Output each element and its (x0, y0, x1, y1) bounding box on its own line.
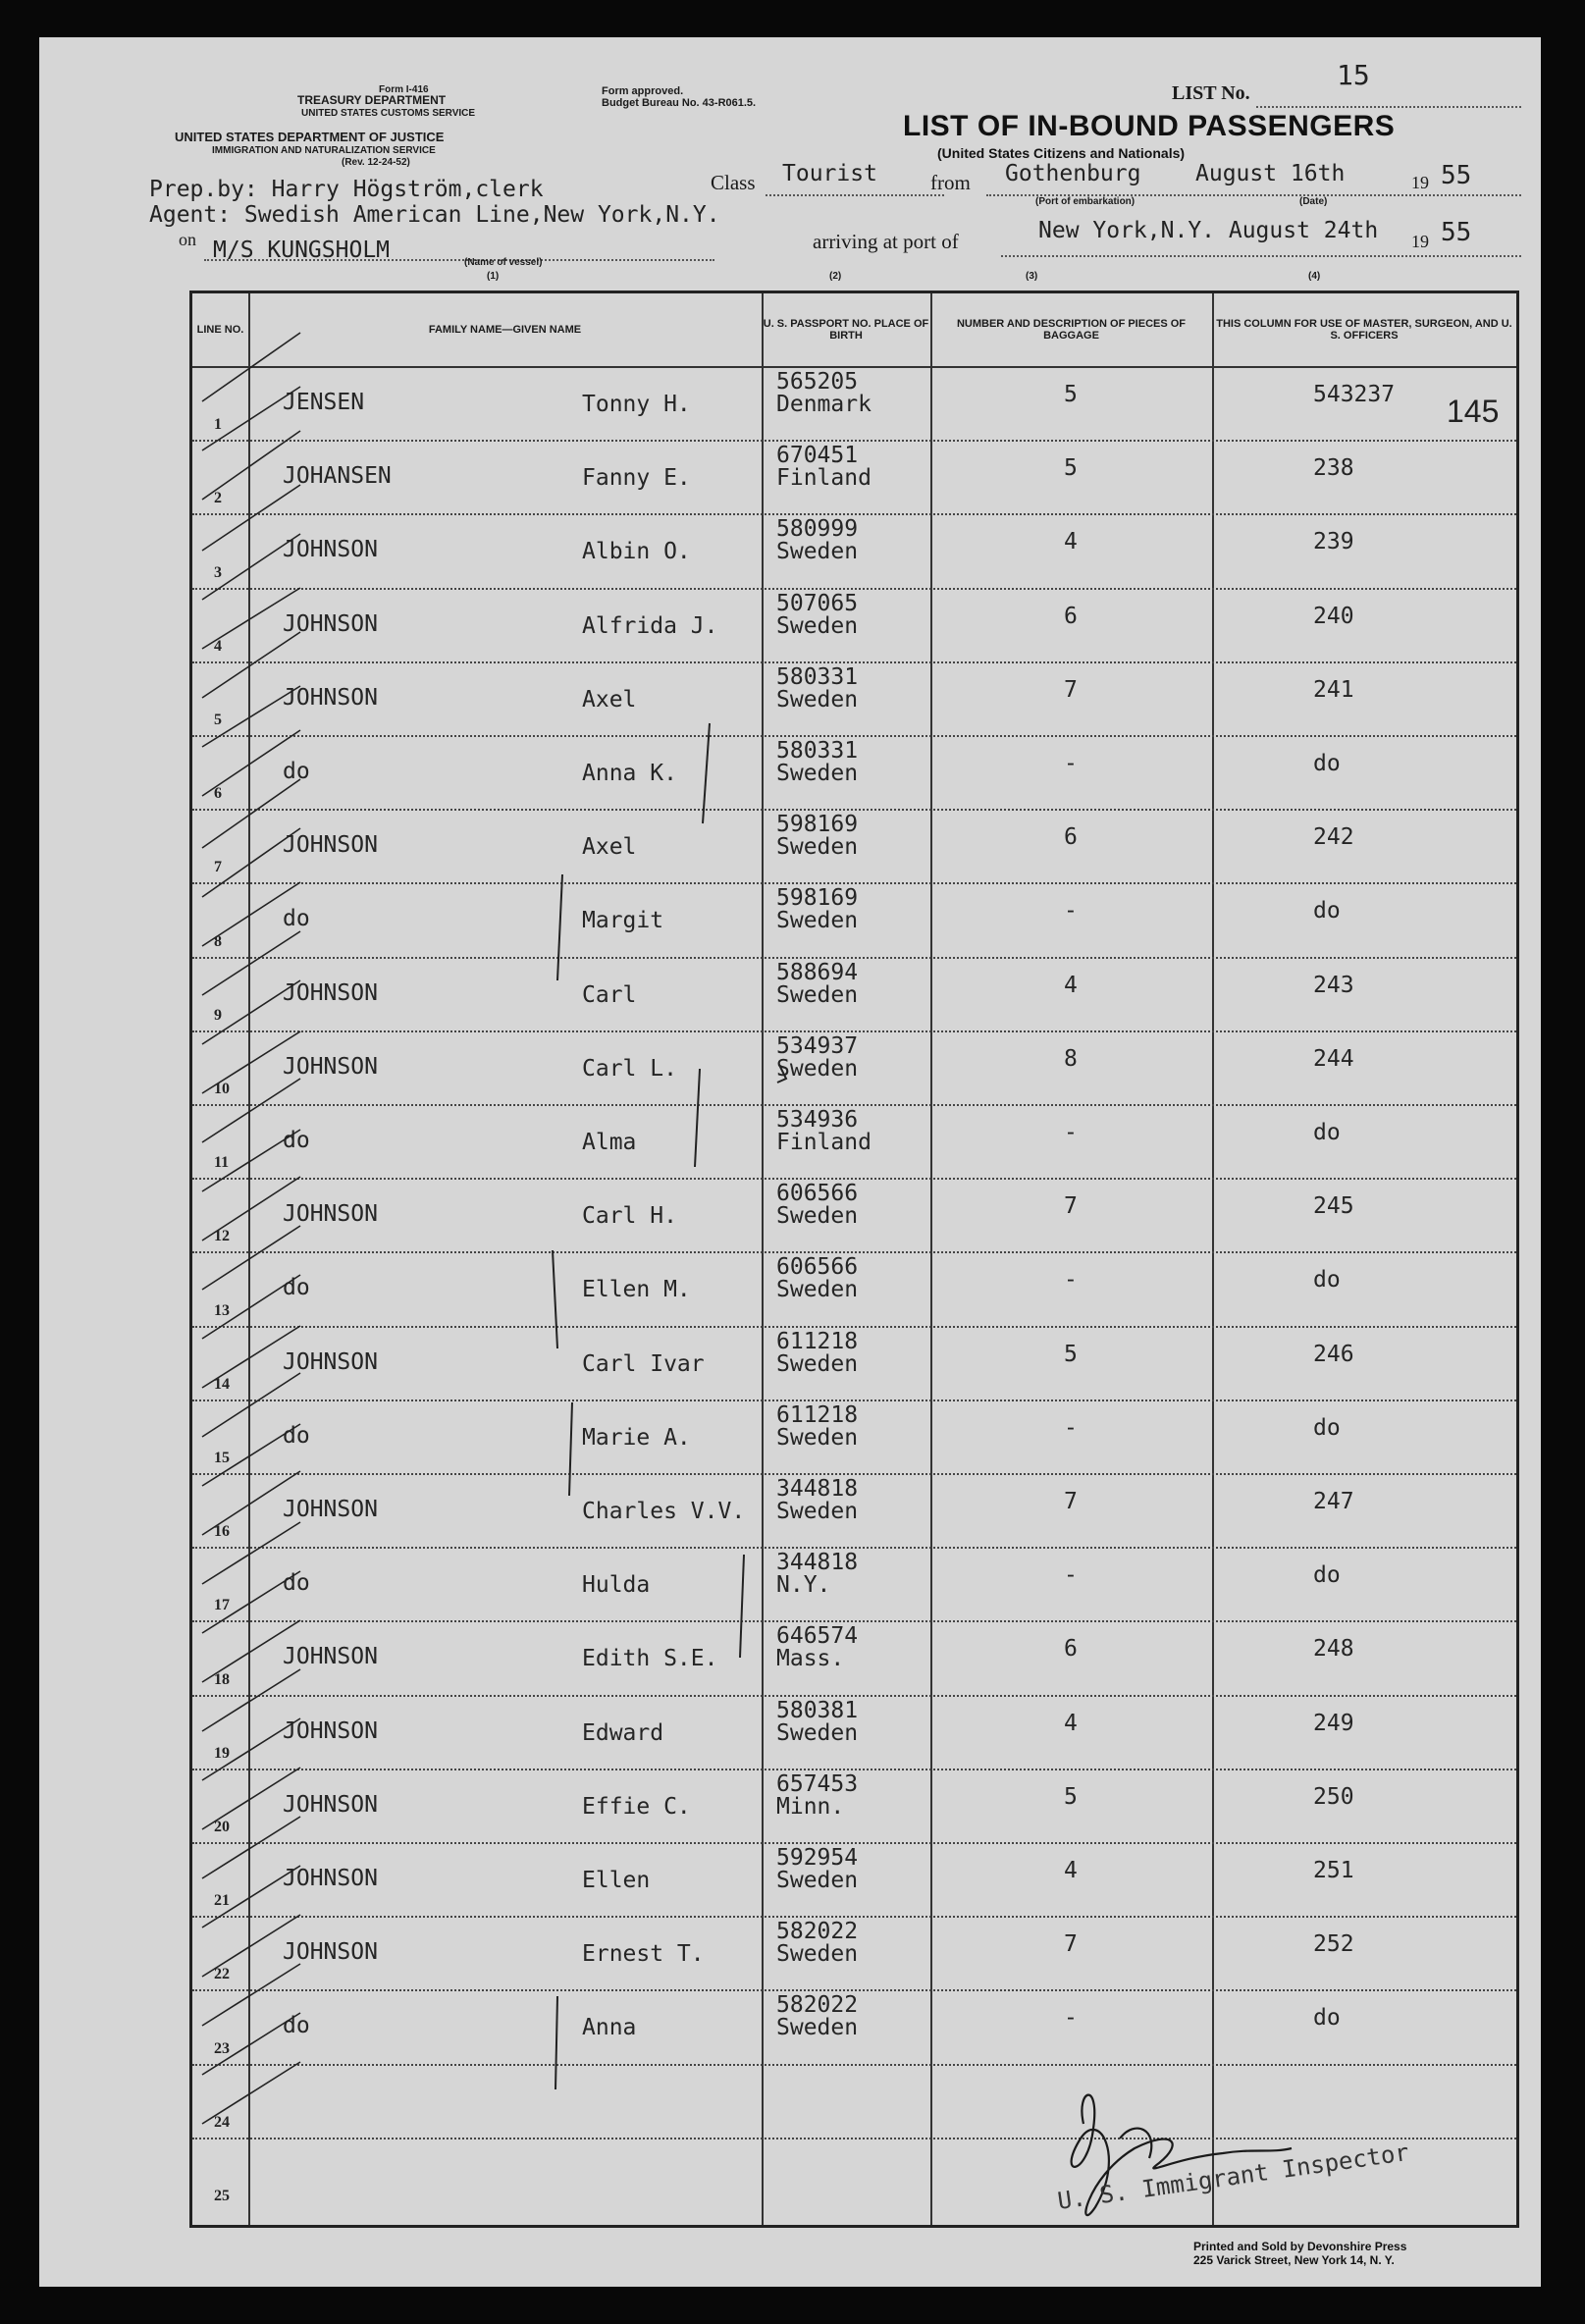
line-number: 13 (214, 1301, 230, 1319)
baggage-count: 5 (1064, 1341, 1078, 1367)
family-name: JOHNSON (283, 1791, 378, 1818)
passport-number: 344818 (776, 1476, 859, 1502)
passport-number: 606566 (776, 1254, 859, 1281)
passport-number: 580999 (776, 516, 859, 543)
family-name: JOHNSON (283, 1348, 378, 1375)
place-of-birth: Sweden (776, 1277, 859, 1303)
arrival-year-prefix: 19 (1411, 232, 1429, 251)
baggage-count: 7 (1064, 676, 1078, 703)
line-number: 17 (214, 1597, 230, 1614)
line-number: 21 (214, 1892, 230, 1910)
line-number: 4 (214, 637, 222, 655)
passport-number: 565205 (776, 369, 859, 395)
passport-number: 592954 (776, 1845, 859, 1871)
given-name: Anna K. (582, 761, 677, 786)
vessel-name: M/S KUNGSHOLM (213, 238, 391, 263)
passport-number: 534936 (776, 1107, 859, 1133)
baggage-count: - (1064, 2005, 1078, 2032)
officer-number: 245 (1313, 1193, 1354, 1220)
line-number: 24 (214, 2113, 230, 2131)
place-of-birth: Sweden (776, 981, 859, 1008)
customs-service: UNITED STATES CUSTOMS SERVICE (301, 108, 476, 119)
col-num-3: (3) (1026, 271, 1038, 282)
place-of-birth: Sweden (776, 1055, 859, 1082)
document-subtitle: (United States Citizens and Nationals) (937, 145, 1186, 161)
line-number: 9 (214, 1006, 222, 1024)
line-number: 23 (214, 2039, 230, 2057)
place-of-birth: Sweden (776, 539, 859, 565)
port-caption: (Port of embarkation) (1035, 196, 1136, 207)
list-no-label: LIST No. (1172, 82, 1250, 104)
arrival-year: 55 (1441, 218, 1472, 247)
family-name: JOHNSON (283, 1053, 378, 1080)
baggage-count: 7 (1064, 1193, 1078, 1220)
revision-date: (Rev. 12-24-52) (342, 157, 410, 168)
printer-line-1: Printed and Sold by Devonshire Press (1193, 2240, 1407, 2253)
arrival-port-date: New York,N.Y. August 24th (1038, 218, 1379, 243)
check-marks (202, 333, 300, 2124)
arriving-label: arriving at port of (813, 230, 959, 253)
line-number: 1 (214, 416, 222, 434)
passport-number: 606566 (776, 1181, 859, 1207)
given-name: Ernest T. (582, 1941, 705, 1968)
baggage-count: 7 (1064, 1931, 1078, 1958)
officer-number: 252 (1313, 1931, 1354, 1958)
place-of-birth: Sweden (776, 908, 859, 934)
family-name: JENSEN (283, 390, 365, 415)
baggage-count: 7 (1064, 1489, 1078, 1514)
place-of-birth: Finland (776, 465, 872, 492)
given-name: Anna (582, 2015, 637, 2041)
line-number: 19 (214, 1744, 230, 1762)
given-name: Tonny H. (582, 392, 691, 417)
line-number: 20 (214, 1818, 230, 1835)
family-name: JOHNSON (283, 979, 378, 1006)
passport-number: 582022 (776, 1992, 859, 2019)
passport-number: 657453 (776, 1770, 859, 1797)
passport-number: 611218 (776, 1328, 859, 1354)
passport-number: 582022 (776, 1919, 859, 1945)
officer-number: 247 (1313, 1489, 1354, 1514)
header-baggage: NUMBER AND DESCRIPTION OF PIECES OF BAGGAGE (956, 318, 1187, 342)
place-of-birth: Sweden (776, 1499, 859, 1524)
family-name: do (283, 906, 310, 932)
given-name: Albin O. (582, 539, 691, 565)
passport-number: 588694 (776, 959, 859, 985)
place-of-birth: Sweden (776, 1719, 859, 1746)
line-number: 16 (214, 1523, 230, 1541)
line-number: 18 (214, 1670, 230, 1688)
baggage-count: - (1064, 898, 1078, 924)
family-name: do (283, 1422, 310, 1449)
embarkation-date: August 16th (1195, 161, 1346, 186)
place-of-birth: Mass. (776, 1646, 845, 1672)
family-name: JOHNSON (283, 832, 378, 859)
bracket-marks (192, 293, 1517, 2227)
given-name: Hulda (582, 1572, 651, 1599)
family-name: JOHNSON (283, 1717, 378, 1744)
place-of-birth: Finland (776, 1130, 872, 1155)
prepared-by: Prep.by: Harry Högström,clerk (149, 177, 544, 202)
officer-number: 251 (1313, 1858, 1354, 1883)
baggage-count: 4 (1064, 1710, 1078, 1736)
given-name: Edith S.E. (582, 1646, 718, 1672)
family-name: do (283, 1275, 310, 1301)
passport-number: 611218 (776, 1401, 859, 1428)
col-num-1: (1) (487, 271, 500, 282)
line-number: 3 (214, 563, 222, 581)
family-name: JOHNSON (283, 684, 378, 711)
inspector-stamp: U. S. Immigrant Inspector (1055, 2138, 1411, 2216)
line-number: 15 (214, 1449, 230, 1466)
place-of-birth: Sweden (776, 1424, 859, 1451)
passport-number: 598169 (776, 812, 859, 838)
officer-number: 246 (1313, 1341, 1354, 1367)
line-number: 11 (214, 1154, 230, 1172)
place-of-birth: Sweden (776, 2015, 859, 2041)
line-number: 22 (214, 1966, 230, 1983)
place-of-birth: Sweden (776, 1868, 859, 1893)
family-name: do (283, 759, 310, 784)
line-number: 2 (214, 490, 222, 507)
given-name: Margit (582, 908, 664, 934)
given-name: Carl (582, 981, 637, 1008)
on-label: on (179, 230, 196, 249)
place-of-birth: Sweden (776, 761, 859, 786)
printer-line-2: 225 Varick Street, New York 14, N. Y. (1193, 2253, 1395, 2267)
given-name: Axel (582, 686, 637, 713)
passenger-table (189, 290, 1519, 2228)
officer-number: 240 (1313, 603, 1354, 629)
baggage-count: 5 (1064, 455, 1078, 482)
year-prefix: 19 (1411, 173, 1429, 192)
family-name: JOHNSON (283, 1497, 378, 1522)
passport-number: 507065 (776, 590, 859, 616)
line-number: 10 (214, 1080, 230, 1097)
header-passport: U. S. PASSPORT NO. PLACE OF BIRTH (763, 318, 929, 342)
given-name: Charles V.V. (582, 1499, 746, 1524)
baggage-count: - (1064, 1267, 1078, 1294)
given-name: Fanny E. (582, 465, 691, 492)
form-number: Form I-416 (379, 84, 429, 95)
family-name: JOHNSON (283, 1201, 378, 1228)
header-officers: THIS COLUMN FOR USE OF MASTER, SURGEON, AND U. S. OFFICERS (1216, 318, 1512, 342)
line-number: 5 (214, 711, 222, 728)
family-name: do (283, 1570, 310, 1597)
baggage-count: - (1064, 1562, 1078, 1589)
class-label: Class (711, 171, 756, 194)
ins-service: IMMIGRATION AND NATURALIZATION SERVICE (212, 145, 436, 156)
passport-number: 534937 (776, 1032, 859, 1059)
officer-number: do (1313, 751, 1341, 776)
place-of-birth: Sweden (776, 612, 859, 639)
baggage-count: 5 (1064, 382, 1078, 407)
baggage-count: 4 (1064, 972, 1078, 998)
list-number: 15 (1337, 59, 1370, 91)
officer-number: 250 (1313, 1783, 1354, 1810)
agent: Agent: Swedish American Line,New York,N.Y. (149, 202, 720, 228)
baggage-count: 8 (1064, 1045, 1078, 1072)
officer-number: 241 (1313, 676, 1354, 703)
family-name: do (283, 1128, 310, 1153)
vessel-caption: (Name of vessel) (464, 257, 543, 268)
officer-number: 248 (1313, 1636, 1354, 1663)
officer-number: 244 (1313, 1045, 1354, 1072)
baggage-count: 4 (1064, 529, 1078, 555)
passport-number: 580331 (776, 663, 859, 690)
treasury-dept: TREASURY DEPARTMENT (297, 93, 447, 107)
place-of-birth: Sweden (776, 834, 859, 861)
place-of-birth: N.Y. (776, 1572, 831, 1599)
line-number: 14 (214, 1375, 230, 1393)
port-of-embarkation: Gothenburg (1005, 161, 1141, 186)
place-of-birth: Sweden (776, 1941, 859, 1968)
baggage-count: - (1064, 1414, 1078, 1441)
officer-number: do (1313, 2005, 1341, 2032)
from-label: from (930, 171, 971, 194)
family-name: JOHNSON (283, 610, 378, 637)
given-name: Ellen (582, 1868, 651, 1893)
family-name: JOHANSEN (283, 463, 392, 490)
line-number: 25 (214, 2187, 230, 2204)
given-name: Axel (582, 834, 637, 861)
family-name: JOHNSON (283, 1939, 378, 1966)
line-number: 8 (214, 932, 222, 950)
header-line-no: LINE NO. (196, 324, 244, 336)
given-name: Ellen M. (582, 1277, 691, 1303)
baggage-count: 6 (1064, 824, 1078, 851)
baggage-count: 5 (1064, 1783, 1078, 1810)
place-of-birth: Denmark (776, 392, 872, 417)
family-name: do (283, 2013, 310, 2039)
document-page (39, 37, 1541, 2287)
given-name: Alfrida J. (582, 612, 718, 639)
given-name: Carl L. (582, 1055, 677, 1082)
baggage-count: - (1064, 1120, 1078, 1145)
given-name: Effie C. (582, 1793, 691, 1820)
given-name: Carl Ivar (582, 1350, 705, 1377)
officer-number: 242 (1313, 824, 1354, 851)
passport-number: 580381 (776, 1697, 859, 1723)
given-name: Marie A. (582, 1424, 691, 1451)
family-name: JOHNSON (283, 1866, 378, 1891)
officer-number: do (1313, 1120, 1341, 1145)
officer-number: 239 (1313, 529, 1354, 555)
officer-number: 238 (1313, 455, 1354, 482)
line-number: 6 (214, 785, 222, 803)
given-name: Carl H. (582, 1203, 677, 1230)
class-value: Tourist (782, 161, 877, 186)
officer-number: 543237 (1313, 382, 1396, 407)
baggage-count: - (1064, 751, 1078, 776)
line-number: 7 (214, 859, 222, 876)
family-name: JOHNSON (283, 1644, 378, 1670)
passport-number: 646574 (776, 1623, 859, 1650)
document-title: LIST OF IN-BOUND PASSENGERS (903, 110, 1396, 142)
family-name: JOHNSON (283, 537, 378, 563)
passport-number: 344818 (776, 1550, 859, 1576)
officer-number: do (1313, 1267, 1341, 1294)
officer-mark: 145 (1447, 394, 1500, 429)
place-of-birth: Sweden (776, 686, 859, 713)
passport-number: 598169 (776, 885, 859, 912)
place-of-birth: Sweden (776, 1350, 859, 1377)
officer-number: 249 (1313, 1710, 1354, 1736)
baggage-count: 6 (1064, 1636, 1078, 1663)
officer-number: do (1313, 1414, 1341, 1441)
header-name: FAMILY NAME—GIVEN NAME (428, 324, 582, 336)
officer-number: do (1313, 898, 1341, 924)
officer-number: 243 (1313, 972, 1354, 998)
date-caption: (Date) (1299, 196, 1328, 207)
col-num-4: (4) (1308, 271, 1321, 282)
given-name: Alma (582, 1130, 637, 1155)
line-number: 12 (214, 1228, 230, 1245)
officer-number: do (1313, 1562, 1341, 1589)
passport-number: 580331 (776, 738, 859, 764)
form-approved: Form approved. (602, 85, 684, 97)
given-name: Edward (582, 1719, 664, 1746)
embarkation-year: 55 (1441, 161, 1472, 190)
baggage-count: 4 (1064, 1858, 1078, 1883)
col-num-2: (2) (829, 271, 842, 282)
passport-number: 670451 (776, 443, 859, 469)
place-of-birth: Sweden (776, 1203, 859, 1230)
justice-dept: UNITED STATES DEPARTMENT OF JUSTICE (175, 130, 445, 144)
baggage-count: 6 (1064, 603, 1078, 629)
place-of-birth: Minn. (776, 1793, 845, 1820)
budget-bureau: Budget Bureau No. 43-R061.5. (602, 97, 757, 109)
